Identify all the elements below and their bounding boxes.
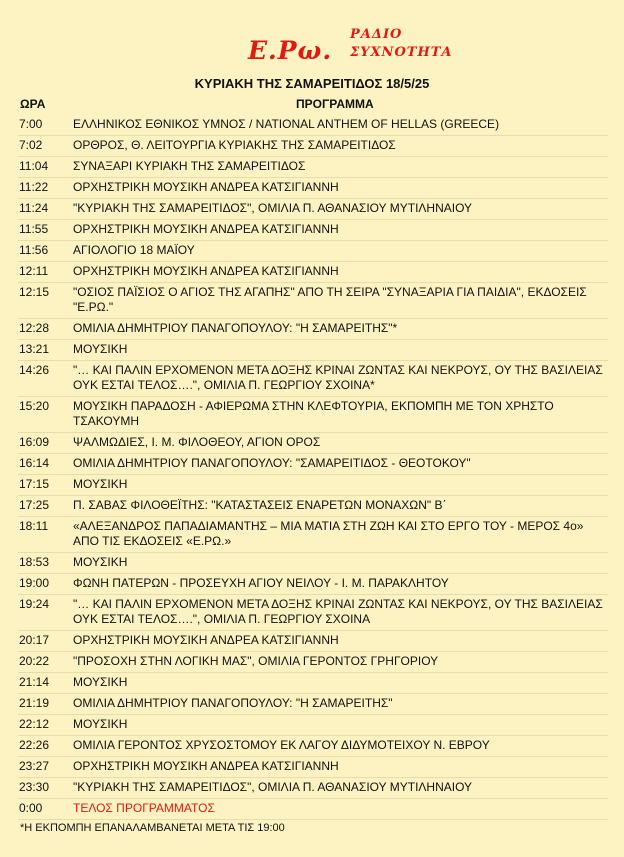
schedule-program: ΟΜΙΛΙΑ ΔΗΜΗΤΡΙΟΥ ΠΑΝΑΓΟΠΟΥΛΟΥ: "Η ΣΑΜΑΡΕΙΤΗΣ"	[73, 696, 393, 710]
schedule-row	[18, 496, 608, 517]
schedule-program: ΜΟΥΣΙΚΗ	[73, 717, 128, 731]
schedule-time: 16:14	[19, 456, 50, 470]
schedule-row	[18, 433, 608, 454]
schedule-row	[18, 475, 608, 496]
schedule-time: 20:17	[19, 633, 50, 647]
schedule-row	[18, 178, 608, 199]
schedule-row	[18, 517, 608, 553]
schedule-program: ΦΩΝΗ ΠΑΤΕΡΩΝ - ΠΡΟΣΕΥΧΗ ΑΓΙΟΥ ΝΕΙΛΟΥ - Ι. Μ. ΠΑΡΑΚΛΗΤΟΥ	[73, 576, 449, 590]
schedule-program: "ΚΥΡΙΑΚΗ ΤΗΣ ΣΑΜΑΡΕΙΤΙΔΟΣ", ΟΜΙΛΙΑ Π. ΑΘΑΝΑΣΙΟΥ ΜΥΤΙΛΗΝΑΙΟΥ	[73, 201, 473, 215]
schedule-row	[18, 241, 608, 262]
schedule-time: 11:22	[19, 180, 49, 194]
schedule-row	[18, 319, 608, 340]
schedule-program: Π. ΣΑΒΑΣ ΦΙΛΟΘΕΪΤΗΣ: "ΚΑΤΑΣΤΑΣΕΙΣ ΕΝΑΡΕΤΩΝ ΜΟΝΑΧΩΝ" Β΄	[73, 498, 447, 512]
schedule-row	[18, 454, 608, 475]
schedule-program: ΨΑΛΜΩΔΙΕΣ, Ι. Μ. ΦΙΛΟΘΕΟΥ, ΑΓΙΟΝ ΟΡΟΣ	[73, 435, 321, 449]
schedule-program: ΑΓΙΟΛΟΓΙΟ 18 ΜΑΪΟΥ	[73, 243, 195, 257]
schedule-row	[18, 136, 608, 157]
station-logo	[248, 26, 453, 74]
schedule-row	[18, 652, 608, 673]
schedule-time: 20:22	[19, 654, 50, 668]
schedule-time: 19:24	[19, 597, 50, 611]
schedule-program: ΜΟΥΣΙΚΗ ΠΑΡΑΔΟΣΗ - ΑΦΙΕΡΩΜΑ ΣΤΗΝ ΚΛΕΦΤΟΥΡΙΑ, ΕΚΠΟΜΠΗ ΜΕ ΤΟΝ ΧΡΗΣΤΟ ΤΣΑΚΟΥΜΗ	[73, 399, 554, 428]
schedule-row	[18, 799, 608, 820]
schedule-program: ΟΡΧΗΣΤΡΙΚΗ ΜΟΥΣΙΚΗ ΑΝΔΡΕΑ ΚΑΤΣΙΓΙΑΝΝΗ	[73, 633, 339, 647]
schedule-program: "… ΚΑΙ ΠΑΛΙΝ ΕΡΧΟΜΕΝΟΝ ΜΕΤΑ ΔΟΞΗΣ ΚΡΙΝΑΙ ΖΩΝΤΑΣ ΚΑΙ ΝΕΚΡΟΥΣ, ΟΥ ΤΗΣ ΒΑΣΙΛΕΙΑΣ ΟΥΚ ΕΣΤΑΙ ΤΕΛΟΣ….", ΟΜΙΛΙΑ Π. ΓΕΩΡΓΙΟΥ ΣΧΟΙΝΑ*	[73, 363, 603, 392]
schedule-time: 22:12	[19, 717, 50, 731]
schedule-time: 12:11	[19, 264, 49, 278]
schedule-program: "ΠΡΟΣΟΧΗ ΣΤΗΝ ΛΟΓΙΚΗ ΜΑΣ", ΟΜΙΛΙΑ ΓΕΡΟΝΤΟΣ ΓΡΗΓΟΡΙΟΥ	[73, 654, 439, 668]
schedule-program: ΜΟΥΣΙΚΗ	[73, 477, 128, 491]
schedule-program: ΟΡΧΗΣΤΡΙΚΗ ΜΟΥΣΙΚΗ ΑΝΔΡΕΑ ΚΑΤΣΙΓΙΑΝΝΗ	[73, 222, 339, 236]
schedule-program: ΟΜΙΛΙΑ ΔΗΜΗΤΡΙΟΥ ΠΑΝΑΓΟΠΟΥΛΟΥ: "Η ΣΑΜΑΡΕΙΤΗΣ"*	[73, 321, 398, 335]
schedule-program: ΟΜΙΛΙΑ ΔΗΜΗΤΡΙΟΥ ΠΑΝΑΓΟΠΟΥΛΟΥ: "ΣΑΜΑΡΕΙΤΙΔΟΣ - ΘΕΟΤΟΚΟΥ"	[73, 456, 471, 470]
schedule-program: ΟΡΘΡΟΣ, Θ. ΛΕΙΤΟΥΡΓΙΑ ΚΥΡΙΑΚΗΣ ΤΗΣ ΣΑΜΑΡΕΙΤΙΔΟΣ	[73, 138, 396, 152]
schedule-row	[18, 553, 608, 574]
schedule-row	[18, 283, 608, 319]
schedule-program: ΜΟΥΣΙΚΗ	[73, 555, 128, 569]
schedule-program: ΟΜΙΛΙΑ ΓΕΡΟΝΤΟΣ ΧΡΥΣΟΣΤΟΜΟΥ ΕΚ ΛΑΓΟΥ ΔΙΔΥΜΟΤΕΙΧΟΥ Ν. ΕΒΡΟΥ	[73, 738, 490, 752]
schedule-time: 23:27	[19, 759, 50, 773]
schedule-row	[18, 157, 608, 178]
schedule-row	[18, 361, 608, 397]
schedule-time: 17:25	[19, 498, 50, 512]
schedule-time: 19:00	[19, 576, 50, 590]
schedule-row	[18, 757, 608, 778]
schedule-row	[18, 715, 608, 736]
schedule-time: 15:20	[19, 399, 50, 413]
schedule-row	[18, 220, 608, 241]
schedule-program: ΤΕΛΟΣ ΠΡΟΓΡΑΜΜΑΤΟΣ	[73, 801, 215, 815]
page-title: ΚΥΡΙΑΚΗ ΤΗΣ ΣΑΜΑΡΕΙΤΙΔΟΣ 18/5/25	[194, 76, 430, 91]
schedule-time: 14:26	[19, 363, 50, 377]
schedule-time: 17:15	[19, 477, 50, 491]
schedule-row	[18, 340, 608, 361]
schedule-time: 0:00	[19, 801, 43, 815]
schedule-program: "ΚΥΡΙΑΚΗ ΤΗΣ ΣΑΜΑΡΕΙΤΙΔΟΣ", ΟΜΙΛΙΑ Π. ΑΘΑΝΑΣΙΟΥ ΜΥΤΙΛΗΝΑΙΟΥ	[73, 780, 473, 794]
schedule-program: ΜΟΥΣΙΚΗ	[73, 342, 128, 356]
logo-text	[350, 26, 452, 62]
schedule-program: ΟΡΧΗΣΤΡΙΚΗ ΜΟΥΣΙΚΗ ΑΝΔΡΕΑ ΚΑΤΣΙΓΙΑΝΝΗ	[73, 759, 339, 773]
schedule-time: 12:28	[19, 321, 50, 335]
schedule-row	[18, 262, 608, 283]
schedule-time: 16:09	[19, 435, 50, 449]
schedule-row	[18, 397, 608, 433]
schedule-time: 11:55	[19, 222, 49, 236]
logo-line-2: ΣΥΧΝΟΤΗΤΑ	[350, 45, 453, 60]
schedule-program: "ΟΣΙΟΣ ΠΑΪΣΙΟΣ Ο ΑΓΙΟΣ ΤΗΣ ΑΓΑΠΗΣ" ΑΠΟ ΤΗ ΣΕΙΡΑ "ΣΥΝΑΞΑΡΙΑ ΓΙΑ ΠΑΙΔΙΑ", ΕΚΔΟΣΕΙΣ "Ε.ΡΩ."	[73, 285, 587, 314]
schedule-time: 21:14	[19, 675, 50, 689]
schedule-time: 18:11	[19, 519, 49, 533]
schedule-program: ΜΟΥΣΙΚΗ	[73, 675, 128, 689]
schedule-time: 11:04	[19, 159, 49, 173]
schedule-program: ΕΛΛΗΝΙΚΟΣ ΕΘΝΙΚΟΣ ΥΜΝΟΣ / NATIONAL ANTHEM OF HELLAS (GREECE)	[73, 117, 500, 131]
schedule-row	[18, 736, 608, 757]
schedule-time: 7:00	[19, 117, 43, 131]
schedule-program: "… ΚΑΙ ΠΑΛΙΝ ΕΡΧΟΜΕΝΟΝ ΜΕΤΑ ΔΟΞΗΣ ΚΡΙΝΑΙ ΖΩΝΤΑΣ ΚΑΙ ΝΕΚΡΟΥΣ, ΟΥ ΤΗΣ ΒΑΣΙΛΕΙΑΣ ΟΥΚ ΕΣΤΑΙ ΤΕΛΟΣ….", ΟΜΙΛΙΑ Π. ΓΕΩΡΓΙΟΥ ΣΧΟΙΝΑ	[73, 597, 603, 626]
schedule-time: 21:19	[19, 696, 50, 710]
schedule-time: 13:21	[19, 342, 50, 356]
schedule-time: 7:02	[19, 138, 43, 152]
footnote: *Η ΕΚΠΟΜΠΗ ΕΠΑΝΑΛΑΜΒΑΝΕΤΑΙ ΜΕΤΑ ΤΙΣ 19:00	[20, 822, 285, 834]
schedule-row	[18, 673, 608, 694]
header-time: ΩΡΑ	[20, 97, 46, 111]
schedule-program: ΟΡΧΗΣΤΡΙΚΗ ΜΟΥΣΙΚΗ ΑΝΔΡΕΑ ΚΑΤΣΙΓΙΑΝΝΗ	[73, 180, 339, 194]
schedule-row	[18, 595, 608, 631]
schedule-time: 23:30	[19, 780, 50, 794]
schedule-time: 12:15	[19, 285, 50, 299]
schedule-time: 11:24	[19, 201, 49, 215]
schedule-row	[18, 694, 608, 715]
schedule-program: ΣΥΝΑΞΑΡΙ ΚΥΡΙΑΚΗ ΤΗΣ ΣΑΜΑΡΕΙΤΙΔΟΣ	[73, 159, 306, 173]
schedule-program: «ΑΛΕΞΑΝΔΡΟΣ ΠΑΠΑΔΙΑΜΑΝΤΗΣ – ΜΙΑ ΜΑΤΙΑ ΣΤΗ ΖΩΗ ΚΑΙ ΣΤΟ ΕΡΓΟ ΤΟΥ - ΜΕΡΟΣ 4ο» ΑΠΟ ΤΙΣ ΕΚΔΟΣΕΙΣ «Ε.ΡΩ.»	[73, 519, 584, 548]
schedule-row	[18, 778, 608, 799]
schedule-row	[18, 574, 608, 595]
logo-mark: Ε.Ρω.	[248, 36, 333, 65]
schedule-time: 22:26	[19, 738, 50, 752]
schedule-time: 11:56	[19, 243, 49, 257]
logo-line-1: ΡΑΔΙΟ	[350, 27, 403, 42]
schedule-row	[18, 631, 608, 652]
schedule-row	[18, 199, 608, 220]
schedule-time: 18:53	[19, 555, 50, 569]
schedule-row	[18, 115, 608, 136]
schedule-program: ΟΡΧΗΣΤΡΙΚΗ ΜΟΥΣΙΚΗ ΑΝΔΡΕΑ ΚΑΤΣΙΓΙΑΝΝΗ	[73, 264, 339, 278]
header-program: ΠΡΟΓΡΑΜΜΑ	[296, 97, 374, 111]
schedule-list	[18, 115, 608, 820]
